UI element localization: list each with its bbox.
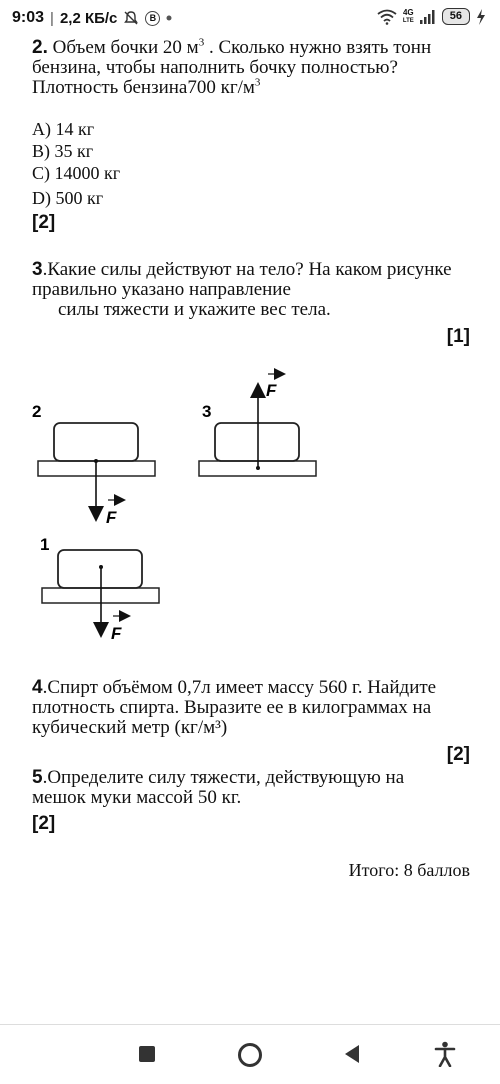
figure-3-force-label: F: [266, 381, 277, 400]
question-4-line-3: кубический метр (кг/м³): [32, 717, 228, 738]
home-icon[interactable]: [237, 1042, 263, 1068]
option-a: A) 14 кг: [32, 119, 95, 139]
question-2-number: 2.: [32, 37, 48, 58]
figure-3-body: [215, 423, 299, 461]
figure-1-point: [99, 565, 103, 569]
figure-3-arrow-icon: [250, 382, 266, 398]
status-separator: |: [50, 9, 54, 27]
figure-3-label: 3: [202, 402, 212, 421]
question-4: [32, 678, 472, 738]
signal-icon: [420, 10, 436, 24]
figure-2-force-label: F: [106, 508, 117, 527]
status-bar: [0, 0, 500, 36]
figure-2-label: 2: [32, 402, 42, 421]
figure-3-point: [256, 466, 260, 470]
network-label-bottom: LTE: [402, 17, 414, 24]
force-diagram: [0, 360, 500, 660]
total-score: Итого: 8 баллов: [348, 860, 470, 880]
mute-bell-icon: [123, 10, 139, 26]
option-c: C) 14000 кг: [32, 163, 121, 183]
question-5-line-1: [32, 768, 472, 788]
dot-icon: [166, 15, 172, 21]
figure-1-arrow-icon: [93, 622, 109, 638]
question-5-number: 5: [32, 767, 43, 788]
question-3-line-3: силы тяжести и укажите вес тела.: [58, 299, 331, 320]
question-2-score: [2]: [32, 212, 56, 233]
option-d: D) 500 кг: [32, 188, 104, 208]
question-3-line-2: правильно указано направление: [32, 279, 291, 300]
question-2-text-a: Объем бочки 20 м: [47, 37, 199, 58]
question-3: [32, 260, 472, 320]
figure-1-body: [58, 550, 142, 588]
figure-1-force-label: F: [111, 624, 122, 643]
figure-2: [32, 402, 155, 527]
question-2-line-3: [32, 78, 472, 98]
status-speed: 2,2 КБ/с: [59, 9, 118, 27]
question-4-line-1: [32, 678, 472, 698]
question-2-text-b: . Сколько нужно взять тонн: [204, 37, 432, 58]
figure-2-arrow-icon: [88, 506, 104, 522]
question-5-text-a: .Определите силу тяжести, действующую на: [42, 767, 405, 788]
figure-2-body: [54, 423, 138, 461]
question-4-number: 4: [32, 677, 43, 698]
navigation-bar: [0, 1024, 500, 1084]
question-2-sup-1: 3: [198, 36, 205, 49]
question-2-text-c: Плотность бензина700 кг/м: [32, 77, 255, 98]
question-2-line-2: бензина, чтобы наполнить бочку полностью?: [32, 57, 398, 78]
question-5-score: [2]: [32, 813, 56, 834]
question-2: [32, 38, 472, 98]
back-icon[interactable]: [343, 1044, 361, 1064]
question-4-score: [2]: [446, 744, 470, 765]
network-label-top: 4G: [402, 7, 414, 17]
question-4-line-2: плотность спирта. Выразите ее в килограммах на: [32, 697, 432, 718]
question-2-sup-2: 3: [254, 76, 261, 89]
accessibility-icon[interactable]: [434, 1041, 456, 1067]
charging-icon: [476, 9, 486, 25]
question-3-text-a: .Какие силы действуют на тело? На каком рисунке: [42, 259, 452, 280]
question-5: [32, 768, 472, 808]
figure-1: [40, 535, 159, 643]
figure-1-label: 1: [40, 535, 50, 554]
status-time: 9:03: [12, 9, 45, 26]
network-type: [403, 9, 414, 25]
figure-3: [199, 374, 316, 476]
question-2-line-1: [32, 38, 472, 58]
question-5-line-2: мешок муки массой 50 кг.: [32, 787, 242, 808]
question-3-number: 3: [32, 259, 43, 280]
question-3-line-1: [32, 260, 472, 280]
battery-indicator: 56: [442, 8, 470, 25]
option-b: B) 35 кг: [32, 141, 94, 161]
recent-apps-icon[interactable]: [138, 1045, 156, 1063]
wifi-icon: [377, 9, 397, 25]
b-badge-icon: B: [145, 11, 160, 26]
figure-2-point: [94, 459, 98, 463]
question-3-score: [1]: [446, 326, 470, 347]
question-4-text-a: .Спирт объёмом 0,7л имеет массу 560 г. Найдите: [42, 677, 437, 698]
